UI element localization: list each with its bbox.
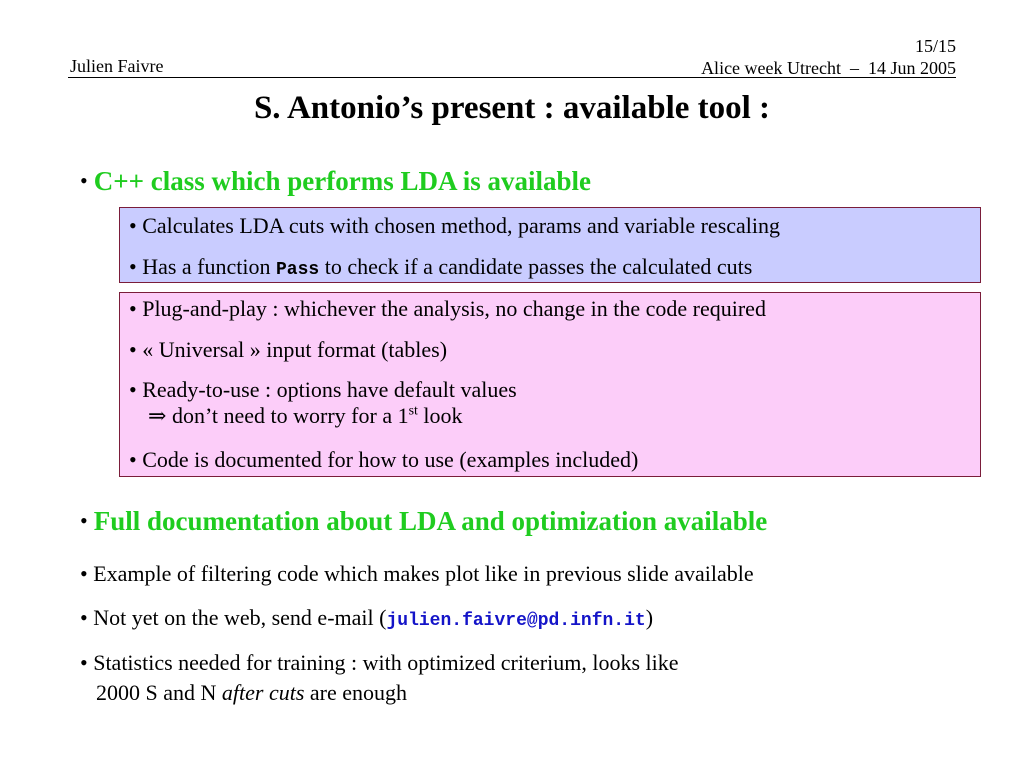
header-divider <box>68 77 956 78</box>
features-box-pink <box>119 292 981 477</box>
list-item-text: Calculates LDA cuts with chosen method, params and variable rescaling <box>142 213 781 238</box>
list-item <box>80 559 754 589</box>
event-info: Alice week Utrecht – 14 Jun 2005 <box>701 58 956 78</box>
list-item <box>80 603 653 636</box>
bullet: • <box>129 213 137 238</box>
bullet: • <box>80 508 88 533</box>
list-item <box>129 296 766 322</box>
list-item-text: to check if a candidate passes the calculated cuts <box>319 254 753 279</box>
section-heading-documentation <box>80 505 767 537</box>
list-item-continuation: 2000 S and N after cuts are enough <box>96 680 408 705</box>
code-pass: Pass <box>276 260 320 280</box>
section-heading-cpp-class <box>80 165 591 197</box>
implies-arrow-icon: ⇒ <box>148 403 167 428</box>
list-item-text: Ready-to-use : options have default values <box>142 377 517 402</box>
list-item-text: Has a function <box>142 254 276 279</box>
list-item-text: Not yet on the web, send e-mail ( <box>93 605 387 630</box>
section-heading-text: C++ class which performs LDA is available <box>93 166 591 196</box>
bullet: • <box>80 605 88 630</box>
list-item-text: Code is documented for how to use (examples included) <box>142 447 639 472</box>
list-item <box>129 337 447 363</box>
bullet: • <box>129 254 137 279</box>
bullet: • <box>129 447 137 472</box>
author-name: Julien Faivre <box>70 56 164 76</box>
list-item-text: Statistics needed for training : with optimized criterium, looks like <box>93 650 679 675</box>
list-item <box>129 213 780 239</box>
bullet: • <box>129 337 137 362</box>
list-item-text: Example of filtering code which makes plot like in previous slide available <box>93 561 754 586</box>
list-item <box>80 648 679 708</box>
bullet: • <box>80 561 88 586</box>
list-item-continuation: ⇒ don’t need to worry for a 1st look <box>148 403 463 428</box>
superscript: st <box>408 403 418 419</box>
list-item <box>129 377 517 429</box>
list-item-text: ) <box>645 605 654 630</box>
slide-title: S. Antonio’s present : available tool : <box>253 90 771 126</box>
section-heading-text: Full documentation about LDA and optimization available <box>93 506 768 536</box>
page-number: 15/15 <box>914 36 956 56</box>
features-box-blue <box>119 207 981 283</box>
list-item-text: « Universal » input format (tables) <box>142 337 448 362</box>
list-item-text: Plug-and-play : whichever the analysis, no change in the code required <box>142 296 766 321</box>
list-item <box>129 254 752 283</box>
bullet: • <box>129 296 137 321</box>
email-link[interactable]: julien.faivre@pd.infn.it <box>386 611 646 631</box>
bullet: • <box>80 650 88 675</box>
list-item <box>129 447 638 473</box>
bullet: • <box>80 168 88 193</box>
bullet: • <box>129 377 137 402</box>
emphasis-text: after cuts <box>221 680 305 705</box>
